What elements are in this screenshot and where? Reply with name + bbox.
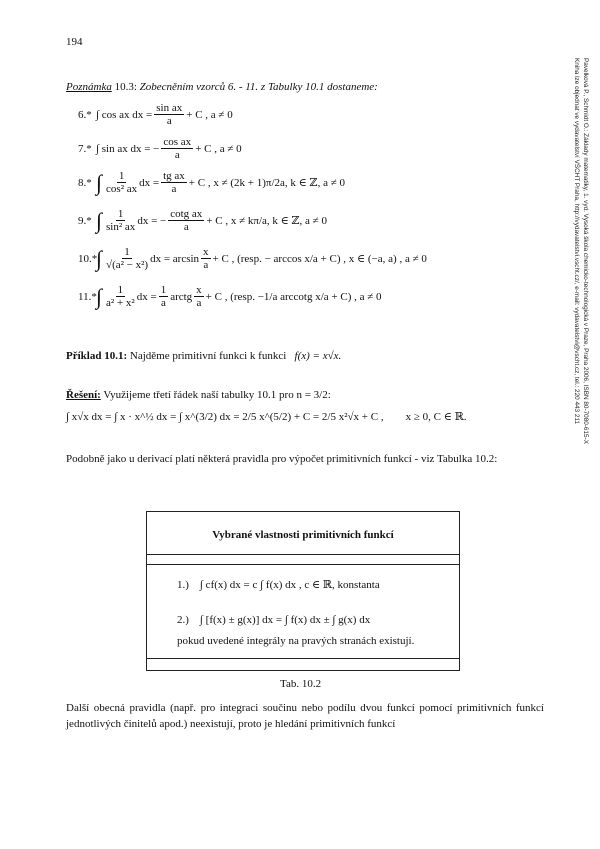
example-function: f(x) = x√x.: [294, 350, 342, 362]
denominator: a: [203, 259, 209, 271]
page-number: 194: [66, 36, 83, 48]
table-row: [177, 614, 370, 626]
fraction: [194, 284, 204, 309]
solution-condition: x ≥ 0, C ∈ ℝ.: [405, 411, 467, 423]
denominator: a: [160, 297, 166, 309]
denominator: a: [183, 221, 189, 233]
formula-mid: dx = arcsin: [150, 252, 200, 265]
numerator: x: [203, 246, 209, 258]
fraction: [161, 136, 193, 161]
denominator: a: [196, 297, 202, 309]
formula-number: 8.*: [78, 176, 92, 189]
table-caption: Tab. 10.2: [280, 678, 322, 690]
formula-number: 10.*: [78, 252, 98, 265]
fraction: [159, 284, 169, 309]
formula-rest: + C , x ≠ kπ/a, k ∈ ℤ, a ≠ 0: [206, 215, 327, 227]
example-text: Najděme primitivní funkci k funkci: [129, 350, 287, 362]
formula-mid: dx =: [139, 176, 160, 189]
numerator: 1: [124, 246, 130, 258]
fraction: [106, 246, 148, 271]
numerator: 1: [160, 284, 167, 296]
table-divider: [147, 554, 459, 555]
integral-sign: ∫: [96, 207, 103, 233]
note-text: Zobecněním vzorců 6. - 11. z Tabulky 10.1 dostaneme:: [139, 81, 378, 93]
numerator: tg ax: [163, 170, 185, 182]
formula-number: 7.*: [78, 142, 92, 155]
integral-sign: ∫: [96, 169, 103, 195]
table-divider: [147, 564, 459, 565]
row-number: 2.): [177, 614, 189, 626]
row-number: 1.): [177, 579, 189, 591]
numerator: 1: [117, 208, 124, 220]
example-label: Příklad 10.1:: [66, 350, 128, 362]
side-note-line2: Kniha lze objednat ve vydavatelství VŠCHT Praha, http://vydavatelstvi.vscht.cz/, e-mail: vydavatelstvi@vscht.cz, tel.: 220 443 211: [573, 58, 580, 425]
denominator: sin² ax: [106, 221, 136, 233]
table-footer: pokud uvedené integrály na pravých stranách existují.: [177, 635, 415, 647]
numerator: cotg ax: [170, 208, 203, 220]
denominator: a: [174, 149, 180, 161]
paragraph-other-rules: Další obecná pravidla (např. pro integraci součinu nebo podílu dvou funkcí pomocí primitivních funkcí jednotlivých činitelů apod.) neexistují, proto je hledání primitivních funkcí: [66, 702, 544, 730]
fraction: [106, 170, 137, 195]
formula-rest: + C , (resp. − arccos x/a + C) , x ∈ (−a, a) , a ≠ 0: [212, 253, 427, 265]
properties-table: [146, 511, 460, 671]
fraction: [201, 246, 211, 271]
numerator: sin ax: [156, 102, 183, 114]
formula-mid2: arctg: [170, 290, 193, 303]
formula-mid: dx = −: [137, 214, 167, 227]
formula-10: [78, 246, 427, 271]
solution-heading: [66, 389, 331, 401]
formula-number: 11.*: [78, 290, 97, 303]
fraction: [106, 284, 135, 309]
note-label: Poznámka: [66, 81, 112, 93]
numerator: cos ax: [163, 136, 192, 148]
formula-lhs: ∫ sin ax dx = −: [96, 142, 160, 155]
formula-rest: + C , a ≠ 0: [186, 108, 233, 121]
numerator: 1: [118, 170, 125, 182]
example-heading: [66, 350, 341, 362]
formula-rest: + C , (resp. −1/a arccotg x/a + C) , a ≠ 0: [205, 290, 382, 303]
row-text: ∫ cf(x) dx = c ∫ f(x) dx , c ∈ ℝ, konstanta: [199, 579, 380, 591]
solution-label: Řešení:: [66, 389, 101, 401]
integral-sign: ∫: [96, 245, 103, 271]
table-row: [177, 578, 380, 591]
note-number: 10.3:: [114, 81, 137, 93]
solution-text: Využijeme třetí řádek naší tabulky 10.1 pro n = 3/2:: [103, 389, 331, 401]
denominator: a: [171, 183, 177, 195]
denominator: √(a² − x²): [106, 259, 149, 271]
note-heading: [66, 81, 378, 93]
paragraph-rules: Podobně jako u derivací platí některá pravidla pro výpočet primitivních funkcí - viz Tabulka 10.2:: [66, 453, 498, 465]
formula-7: [78, 136, 242, 161]
solution-computation-line: [66, 410, 467, 423]
row-text: ∫ [f(x) ± g(x)] dx = ∫ f(x) dx ± ∫ g(x) dx: [199, 614, 371, 626]
table-divider: [147, 658, 459, 659]
formula-6: [78, 102, 233, 127]
formula-number: 6.*: [78, 108, 92, 121]
solution-computation: ∫ x√x dx = ∫ x · x^½ dx = ∫ x^(3/2) dx = 2/5 x^(5/2) + C = 2/5 x²√x + C ,: [66, 411, 384, 423]
fraction: [161, 170, 187, 195]
side-note-line1: Pavelková P., Schmidt O.: Základy matematiky, 1. vyd. Vysoká škola chemicko-technologická v Praze, Praha 2006, ISBN 80-7080-615-X: [582, 58, 589, 444]
fraction: [168, 208, 204, 233]
formula-number: 9.*: [78, 214, 92, 227]
formula-11: [78, 284, 382, 309]
numerator: 1: [117, 284, 124, 296]
denominator: a² + x²: [106, 297, 135, 309]
formula-9: [78, 208, 327, 233]
formula-lhs: ∫ cos ax dx =: [96, 108, 153, 121]
formula-8: [78, 170, 345, 195]
side-note: [572, 58, 590, 598]
denominator: cos² ax: [106, 183, 138, 195]
integral-sign: ∫: [96, 283, 103, 309]
formula-rest: + C , x ≠ (2k + 1)π/2a, k ∈ ℤ, a ≠ 0: [188, 177, 345, 189]
denominator: a: [166, 115, 172, 127]
formula-mid: dx =: [136, 290, 157, 303]
numerator: x: [196, 284, 202, 296]
fraction: [154, 102, 184, 127]
table-title: Vybrané vlastnosti primitivních funkcí: [212, 529, 394, 541]
formula-rest: + C , a ≠ 0: [195, 142, 242, 155]
fraction: [106, 208, 135, 233]
